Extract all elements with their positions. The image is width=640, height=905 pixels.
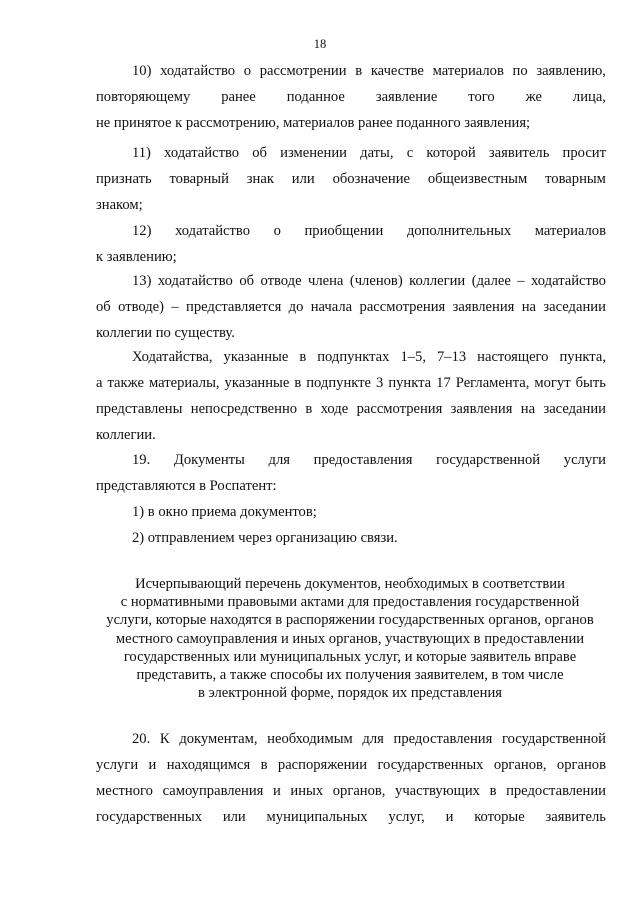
text-line: услуги и находящимся в распоряжении государственных органов, органов	[96, 757, 606, 773]
text-line: 19. Документы для предоставления государственной услуги	[132, 452, 606, 468]
item-11-paragraph	[96, 140, 606, 218]
text-line: 13) ходатайство об отводе члена (членов) коллегии (далее – ходатайство	[132, 273, 606, 289]
item-13-paragraph	[96, 268, 606, 346]
text-line: Ходатайства, указанные в подпунктах 1–5, 7–13 настоящего пункта,	[132, 349, 606, 365]
heading-line: в электронной форме, порядок их представления	[197, 685, 502, 702]
item-10-paragraph	[96, 58, 606, 136]
item-19-option-1	[96, 499, 606, 525]
heading-line: услуги, которые находятся в распоряжении государственных органов, органов	[106, 612, 594, 629]
text-line: об отводе) – представляется до начала рассмотрения заявления на заседании	[96, 299, 606, 315]
heading-line: с нормативными правовыми актами для предоставления государственной	[120, 594, 580, 611]
page-number: 18	[313, 37, 327, 51]
text-line: к заявлению;	[96, 249, 177, 265]
text-line: 12) ходатайство о приобщении дополнительных материалов	[132, 223, 606, 239]
text-line: признать товарный знак или обозначение общеизвестным товарным	[96, 171, 606, 187]
heading-line: местного самоуправления и иных органов, участвующих в предоставлении	[115, 630, 585, 647]
text-line: 11) ходатайство об изменении даты, с которой заявитель просит	[132, 145, 606, 161]
item-12-paragraph	[96, 218, 606, 270]
text-line: 2) отправлением через организацию связи.	[132, 530, 398, 546]
item-19-option-2	[96, 525, 606, 551]
text-line: повторяющему ранее поданное заявление того же лица,	[96, 89, 606, 105]
item-20-paragraph	[96, 726, 606, 830]
text-line: 20. К документам, необходимым для предоставления государственной	[132, 731, 606, 747]
heading-line: представить, а также способы их получения заявителем, в том числе	[136, 666, 564, 683]
text-line: 10) ходатайство о рассмотрении в качестве материалов по заявлению,	[132, 63, 606, 79]
text-line: местного самоуправления и иных органов, участвующих в предоставлении	[96, 783, 606, 799]
text-line: не принятое к рассмотрению, материалов ранее поданного заявления;	[96, 115, 531, 131]
heading-line: Исчерпывающий перечень документов, необходимых в соответствии	[135, 576, 565, 592]
motions-paragraph	[96, 344, 606, 448]
text-line: представляются в Роспатент:	[96, 478, 277, 494]
text-line: 1) в окно приема документов;	[132, 504, 317, 520]
text-line: представлены непосредственно в ходе рассмотрения заявления на заседании	[96, 401, 606, 417]
section-heading	[90, 575, 610, 702]
text-line: коллегии по существу.	[96, 325, 235, 341]
text-line: коллегии.	[96, 427, 156, 443]
text-line: а также материалы, указанные в подпункте 3 пункта 17 Регламента, могут быть	[96, 375, 606, 391]
text-line: государственных или муниципальных услуг, и которые заявитель	[96, 809, 606, 825]
text-line: знаком;	[96, 197, 143, 213]
heading-line: государственных или муниципальных услуг, и которые заявитель вправе	[123, 648, 577, 665]
item-19-paragraph	[96, 447, 606, 499]
